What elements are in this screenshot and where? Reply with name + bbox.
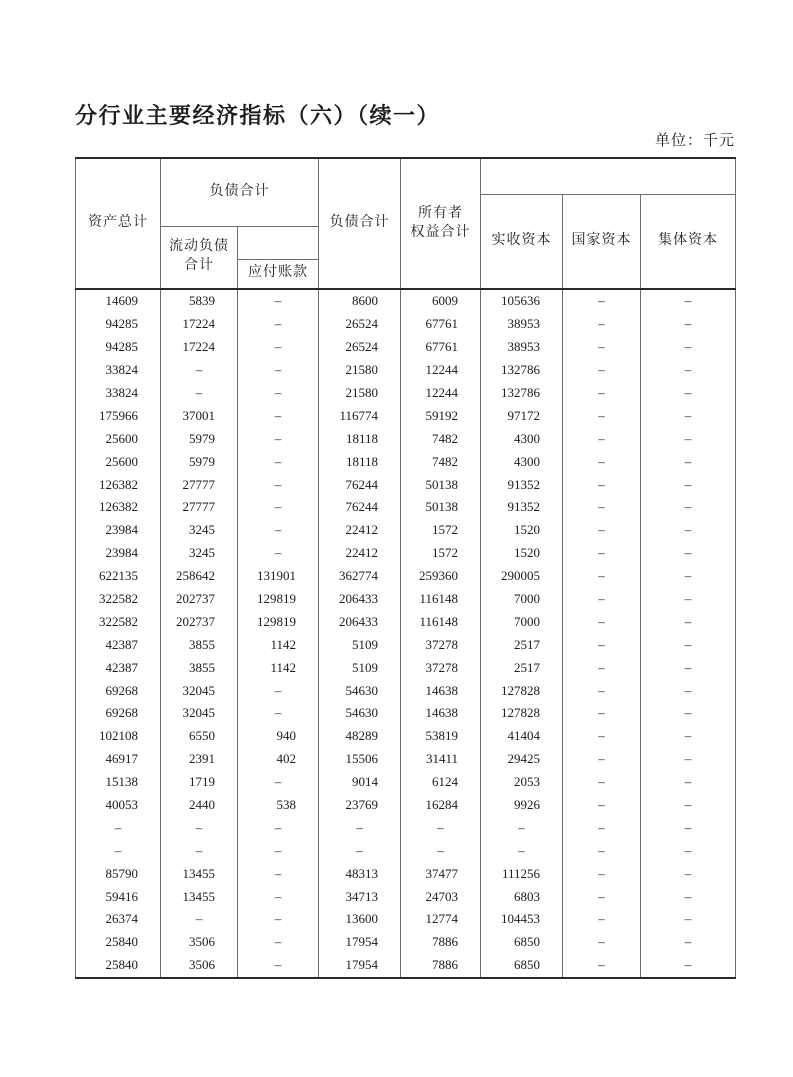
table-cell: 91352 — [481, 496, 563, 519]
header-capital-group-spacer — [481, 158, 736, 194]
table-cell: – — [319, 816, 401, 839]
table-cell: – — [563, 404, 641, 427]
table-cell: 132786 — [481, 382, 563, 405]
table-cell: 17954 — [319, 954, 401, 978]
table-cell: – — [481, 816, 563, 839]
table-cell: 59192 — [401, 404, 481, 427]
table-cell: – — [563, 473, 641, 496]
table-cell: 17224 — [161, 313, 238, 336]
table-cell: 46917 — [76, 748, 161, 771]
table-cell: – — [563, 542, 641, 565]
table-row — [76, 336, 736, 359]
table-cell: 362774 — [319, 565, 401, 588]
header-owners-equity — [401, 158, 481, 289]
table-cell: 116774 — [319, 404, 401, 427]
table-cell: 5979 — [161, 427, 238, 450]
table-cell: – — [563, 313, 641, 336]
table-cell: 322582 — [76, 610, 161, 633]
table-cell: – — [238, 908, 319, 931]
table-row — [76, 313, 736, 336]
table-cell: 1142 — [238, 633, 319, 656]
table-cell: – — [238, 679, 319, 702]
table-cell: – — [563, 382, 641, 405]
table-cell: – — [563, 427, 641, 450]
table-cell: 31411 — [401, 748, 481, 771]
table-cell: 3245 — [161, 519, 238, 542]
table-cell: 17954 — [319, 931, 401, 954]
table-cell: 116148 — [401, 588, 481, 611]
table-row — [76, 679, 736, 702]
table-cell: 25840 — [76, 954, 161, 978]
table-cell: – — [641, 450, 736, 473]
table-cell: 94285 — [76, 313, 161, 336]
table-cell: 2391 — [161, 748, 238, 771]
table-cell: – — [563, 633, 641, 656]
table-cell: – — [641, 862, 736, 885]
table-row — [76, 702, 736, 725]
page-title: 分行业主要经济指标（六）（续一） — [75, 102, 441, 128]
table-row — [76, 427, 736, 450]
table-cell: 59416 — [76, 885, 161, 908]
table-cell: – — [563, 702, 641, 725]
table-cell: 42387 — [76, 633, 161, 656]
table-cell: 105636 — [481, 289, 563, 313]
table-cell: 9014 — [319, 771, 401, 794]
table-cell: 29425 — [481, 748, 563, 771]
table-cell: 48289 — [319, 725, 401, 748]
indicators-table — [75, 157, 736, 979]
table-cell: – — [563, 954, 641, 978]
table-cell: 6850 — [481, 954, 563, 978]
table-cell: 175966 — [76, 404, 161, 427]
table-cell: – — [401, 839, 481, 862]
table-cell: 50138 — [401, 473, 481, 496]
table-cell: 1572 — [401, 519, 481, 542]
table-cell: 3855 — [161, 656, 238, 679]
table-row — [76, 908, 736, 931]
table-cell: – — [641, 427, 736, 450]
table-cell: 6124 — [401, 771, 481, 794]
table-cell: 132786 — [481, 359, 563, 382]
table-cell: – — [641, 794, 736, 817]
table-cell: – — [641, 908, 736, 931]
table-cell: – — [238, 862, 319, 885]
table-cell: 22412 — [319, 542, 401, 565]
table-cell: – — [641, 336, 736, 359]
table-cell: 14638 — [401, 679, 481, 702]
table-cell: – — [641, 610, 736, 633]
table-cell: – — [76, 839, 161, 862]
table-cell: 33824 — [76, 359, 161, 382]
table-cell: 22412 — [319, 519, 401, 542]
table-row — [76, 404, 736, 427]
table-cell: 50138 — [401, 496, 481, 519]
table-row — [76, 565, 736, 588]
table-cell: 32045 — [161, 702, 238, 725]
table-cell: – — [238, 450, 319, 473]
table-cell: – — [641, 565, 736, 588]
table-cell: 129819 — [238, 610, 319, 633]
table-row — [76, 450, 736, 473]
table-cell: 5109 — [319, 656, 401, 679]
table-cell: 202737 — [161, 610, 238, 633]
table-cell: 69268 — [76, 702, 161, 725]
table-cell: 2517 — [481, 633, 563, 656]
table-cell: – — [238, 931, 319, 954]
table-cell: – — [238, 839, 319, 862]
table-cell: 538 — [238, 794, 319, 817]
table-cell: 37477 — [401, 862, 481, 885]
table-cell: – — [563, 794, 641, 817]
table-cell: 37278 — [401, 633, 481, 656]
table-cell: – — [161, 382, 238, 405]
table-cell: 18118 — [319, 427, 401, 450]
table-cell: – — [161, 908, 238, 931]
table-cell: – — [238, 313, 319, 336]
table-cell: – — [641, 542, 736, 565]
table-cell: 23769 — [319, 794, 401, 817]
table-row — [76, 633, 736, 656]
table-row — [76, 725, 736, 748]
table-cell: 38953 — [481, 336, 563, 359]
table-cell: – — [641, 816, 736, 839]
table-cell: – — [238, 542, 319, 565]
table-cell: 32045 — [161, 679, 238, 702]
table-cell: 129819 — [238, 588, 319, 611]
table-cell: 258642 — [161, 565, 238, 588]
table-row — [76, 771, 736, 794]
table-cell: 126382 — [76, 473, 161, 496]
table-cell: – — [238, 771, 319, 794]
table-cell: – — [641, 954, 736, 978]
table-cell: 9926 — [481, 794, 563, 817]
table-cell: 42387 — [76, 656, 161, 679]
table-row — [76, 931, 736, 954]
table-cell: 17224 — [161, 336, 238, 359]
table-cell: – — [563, 289, 641, 313]
table-cell: 131901 — [238, 565, 319, 588]
table-cell: 206433 — [319, 610, 401, 633]
table-cell: 6009 — [401, 289, 481, 313]
table-cell: 5839 — [161, 289, 238, 313]
header-accounts-payable-spacer — [238, 226, 319, 259]
table-cell: 2053 — [481, 771, 563, 794]
table-cell: 18118 — [319, 450, 401, 473]
table-row — [76, 519, 736, 542]
table-cell: – — [641, 725, 736, 748]
table-cell: 5109 — [319, 633, 401, 656]
table-row — [76, 816, 736, 839]
table-cell: 37278 — [401, 656, 481, 679]
table-cell: 290005 — [481, 565, 563, 588]
table-cell: – — [238, 496, 319, 519]
table-cell: 127828 — [481, 679, 563, 702]
table-cell: – — [563, 862, 641, 885]
table-cell: – — [641, 473, 736, 496]
table-cell: 91352 — [481, 473, 563, 496]
table-cell: – — [563, 748, 641, 771]
table-cell: – — [161, 816, 238, 839]
table-cell: 111256 — [481, 862, 563, 885]
table-cell: 6803 — [481, 885, 563, 908]
table-cell: 12244 — [401, 382, 481, 405]
table-cell: – — [563, 359, 641, 382]
table-cell: 85790 — [76, 862, 161, 885]
table-cell: 7886 — [401, 931, 481, 954]
header-liabilities-total: 负债合计 — [319, 158, 401, 289]
table-cell: – — [641, 702, 736, 725]
table-cell: 37001 — [161, 404, 238, 427]
table-cell: 41404 — [481, 725, 563, 748]
table-cell: 940 — [238, 725, 319, 748]
table-cell: 26374 — [76, 908, 161, 931]
header-state-capital: 国家资本 — [563, 194, 641, 289]
table-cell: – — [641, 839, 736, 862]
table-cell: 12244 — [401, 359, 481, 382]
table-cell: 127828 — [481, 702, 563, 725]
table-cell: 3245 — [161, 542, 238, 565]
table-cell: – — [563, 931, 641, 954]
table-cell: – — [238, 289, 319, 313]
header-current-liabilities — [161, 226, 238, 289]
table-cell: – — [238, 519, 319, 542]
table-cell: – — [641, 313, 736, 336]
table-cell: 7482 — [401, 427, 481, 450]
table-container — [75, 157, 735, 979]
table-cell: 202737 — [161, 588, 238, 611]
table-cell: 7482 — [401, 450, 481, 473]
table-header — [76, 158, 736, 289]
table-cell: – — [641, 404, 736, 427]
table-cell: 13600 — [319, 908, 401, 931]
table-cell: – — [641, 656, 736, 679]
table-cell: – — [161, 359, 238, 382]
header-current-liabilities-line2: 合计 — [184, 258, 214, 274]
table-cell: 2517 — [481, 656, 563, 679]
table-cell: 14638 — [401, 702, 481, 725]
table-cell: – — [563, 771, 641, 794]
table-cell: – — [563, 588, 641, 611]
table-row — [76, 289, 736, 313]
table-cell: 26524 — [319, 313, 401, 336]
table-row — [76, 794, 736, 817]
table-cell: – — [641, 588, 736, 611]
table-cell: – — [563, 336, 641, 359]
table-cell: – — [641, 382, 736, 405]
table-cell: 1572 — [401, 542, 481, 565]
table-row — [76, 954, 736, 978]
table-cell: 7000 — [481, 588, 563, 611]
table-cell: 67761 — [401, 313, 481, 336]
table-cell: – — [641, 496, 736, 519]
table-body — [76, 289, 736, 978]
table-cell: 14609 — [76, 289, 161, 313]
header-owners-equity-line2: 权益合计 — [410, 224, 471, 240]
table-cell: 13455 — [161, 862, 238, 885]
table-cell: – — [641, 519, 736, 542]
table-cell: 7000 — [481, 610, 563, 633]
header-owners-equity-line1: 所有者 — [418, 205, 463, 221]
table-cell: – — [238, 382, 319, 405]
table-cell: 24703 — [401, 885, 481, 908]
table-cell: – — [563, 610, 641, 633]
table-cell: 12774 — [401, 908, 481, 931]
table-row — [76, 542, 736, 565]
table-cell: 6850 — [481, 931, 563, 954]
table-cell: 21580 — [319, 382, 401, 405]
table-cell: 27777 — [161, 473, 238, 496]
table-cell: 33824 — [76, 382, 161, 405]
table-cell: – — [563, 885, 641, 908]
table-cell: 2440 — [161, 794, 238, 817]
header-accounts-payable: 应付账款 — [238, 259, 319, 289]
table-cell: – — [641, 748, 736, 771]
table-cell: – — [563, 816, 641, 839]
table-cell: – — [563, 725, 641, 748]
table-cell: 126382 — [76, 496, 161, 519]
table-cell: 54630 — [319, 702, 401, 725]
table-cell: 13455 — [161, 885, 238, 908]
table-cell: 3855 — [161, 633, 238, 656]
table-cell: 622135 — [76, 565, 161, 588]
table-cell: – — [641, 679, 736, 702]
table-cell: – — [563, 908, 641, 931]
table-row — [76, 839, 736, 862]
table-cell: 69268 — [76, 679, 161, 702]
table-cell: 3506 — [161, 931, 238, 954]
header-current-liabilities-line1: 流动负债 — [169, 239, 229, 255]
table-cell: 76244 — [319, 496, 401, 519]
table-cell: 23984 — [76, 542, 161, 565]
header-assets-total: 资产总计 — [76, 158, 161, 289]
table-cell: 5979 — [161, 450, 238, 473]
table-row — [76, 496, 736, 519]
table-cell: – — [563, 450, 641, 473]
table-cell: 34713 — [319, 885, 401, 908]
table-cell: – — [238, 954, 319, 978]
table-cell: 38953 — [481, 313, 563, 336]
table-row — [76, 588, 736, 611]
table-cell: 322582 — [76, 588, 161, 611]
unit-label: 单位：千元 — [654, 133, 735, 149]
table-cell: 21580 — [319, 359, 401, 382]
table-row — [76, 610, 736, 633]
table-cell: 16284 — [401, 794, 481, 817]
table-cell: 27777 — [161, 496, 238, 519]
table-cell: 4300 — [481, 427, 563, 450]
table-cell: – — [563, 839, 641, 862]
table-row — [76, 382, 736, 405]
table-cell: 3506 — [161, 954, 238, 978]
table-cell: – — [481, 839, 563, 862]
table-row — [76, 656, 736, 679]
table-cell: – — [238, 816, 319, 839]
table-cell: – — [238, 336, 319, 359]
header-liabilities-group: 负债合计 — [161, 158, 319, 226]
table-cell: 8600 — [319, 289, 401, 313]
table-cell: – — [238, 359, 319, 382]
table-row — [76, 359, 736, 382]
table-cell: – — [563, 565, 641, 588]
table-cell: 23984 — [76, 519, 161, 542]
table-cell: 25600 — [76, 427, 161, 450]
table-row — [76, 748, 736, 771]
table-cell: – — [641, 931, 736, 954]
table-cell: 25840 — [76, 931, 161, 954]
table-cell: – — [641, 885, 736, 908]
table-cell: – — [238, 885, 319, 908]
table-cell: – — [238, 404, 319, 427]
table-cell: 26524 — [319, 336, 401, 359]
table-cell: 1719 — [161, 771, 238, 794]
table-cell: – — [563, 519, 641, 542]
table-cell: 97172 — [481, 404, 563, 427]
table-cell: – — [563, 656, 641, 679]
table-cell: 4300 — [481, 450, 563, 473]
table-cell: – — [238, 427, 319, 450]
table-cell: – — [641, 359, 736, 382]
table-cell: 7886 — [401, 954, 481, 978]
table-cell: 15138 — [76, 771, 161, 794]
table-cell: 1520 — [481, 542, 563, 565]
table-cell: 25600 — [76, 450, 161, 473]
table-cell: – — [563, 679, 641, 702]
table-cell: – — [563, 496, 641, 519]
table-cell: 116148 — [401, 610, 481, 633]
table-cell: 76244 — [319, 473, 401, 496]
table-cell: – — [238, 473, 319, 496]
table-cell: – — [641, 771, 736, 794]
table-cell: – — [641, 633, 736, 656]
header-collective-capital: 集体资本 — [641, 194, 736, 289]
table-cell: 402 — [238, 748, 319, 771]
table-cell: 54630 — [319, 679, 401, 702]
table-cell: 102108 — [76, 725, 161, 748]
table-cell: 15506 — [319, 748, 401, 771]
header-paid-in-capital: 实收资本 — [481, 194, 563, 289]
table-cell: – — [238, 702, 319, 725]
table-cell: 104453 — [481, 908, 563, 931]
table-cell: 206433 — [319, 588, 401, 611]
table-cell: 259360 — [401, 565, 481, 588]
table-cell: – — [319, 839, 401, 862]
table-cell: 94285 — [76, 336, 161, 359]
table-cell: 48313 — [319, 862, 401, 885]
table-row — [76, 473, 736, 496]
table-cell: – — [401, 816, 481, 839]
table-cell: 1520 — [481, 519, 563, 542]
table-row — [76, 885, 736, 908]
table-cell: 40053 — [76, 794, 161, 817]
table-cell: 6550 — [161, 725, 238, 748]
table-row — [76, 862, 736, 885]
table-cell: – — [641, 289, 736, 313]
table-cell: – — [76, 816, 161, 839]
table-cell: – — [161, 839, 238, 862]
table-cell: 67761 — [401, 336, 481, 359]
table-cell: 1142 — [238, 656, 319, 679]
table-cell: 53819 — [401, 725, 481, 748]
